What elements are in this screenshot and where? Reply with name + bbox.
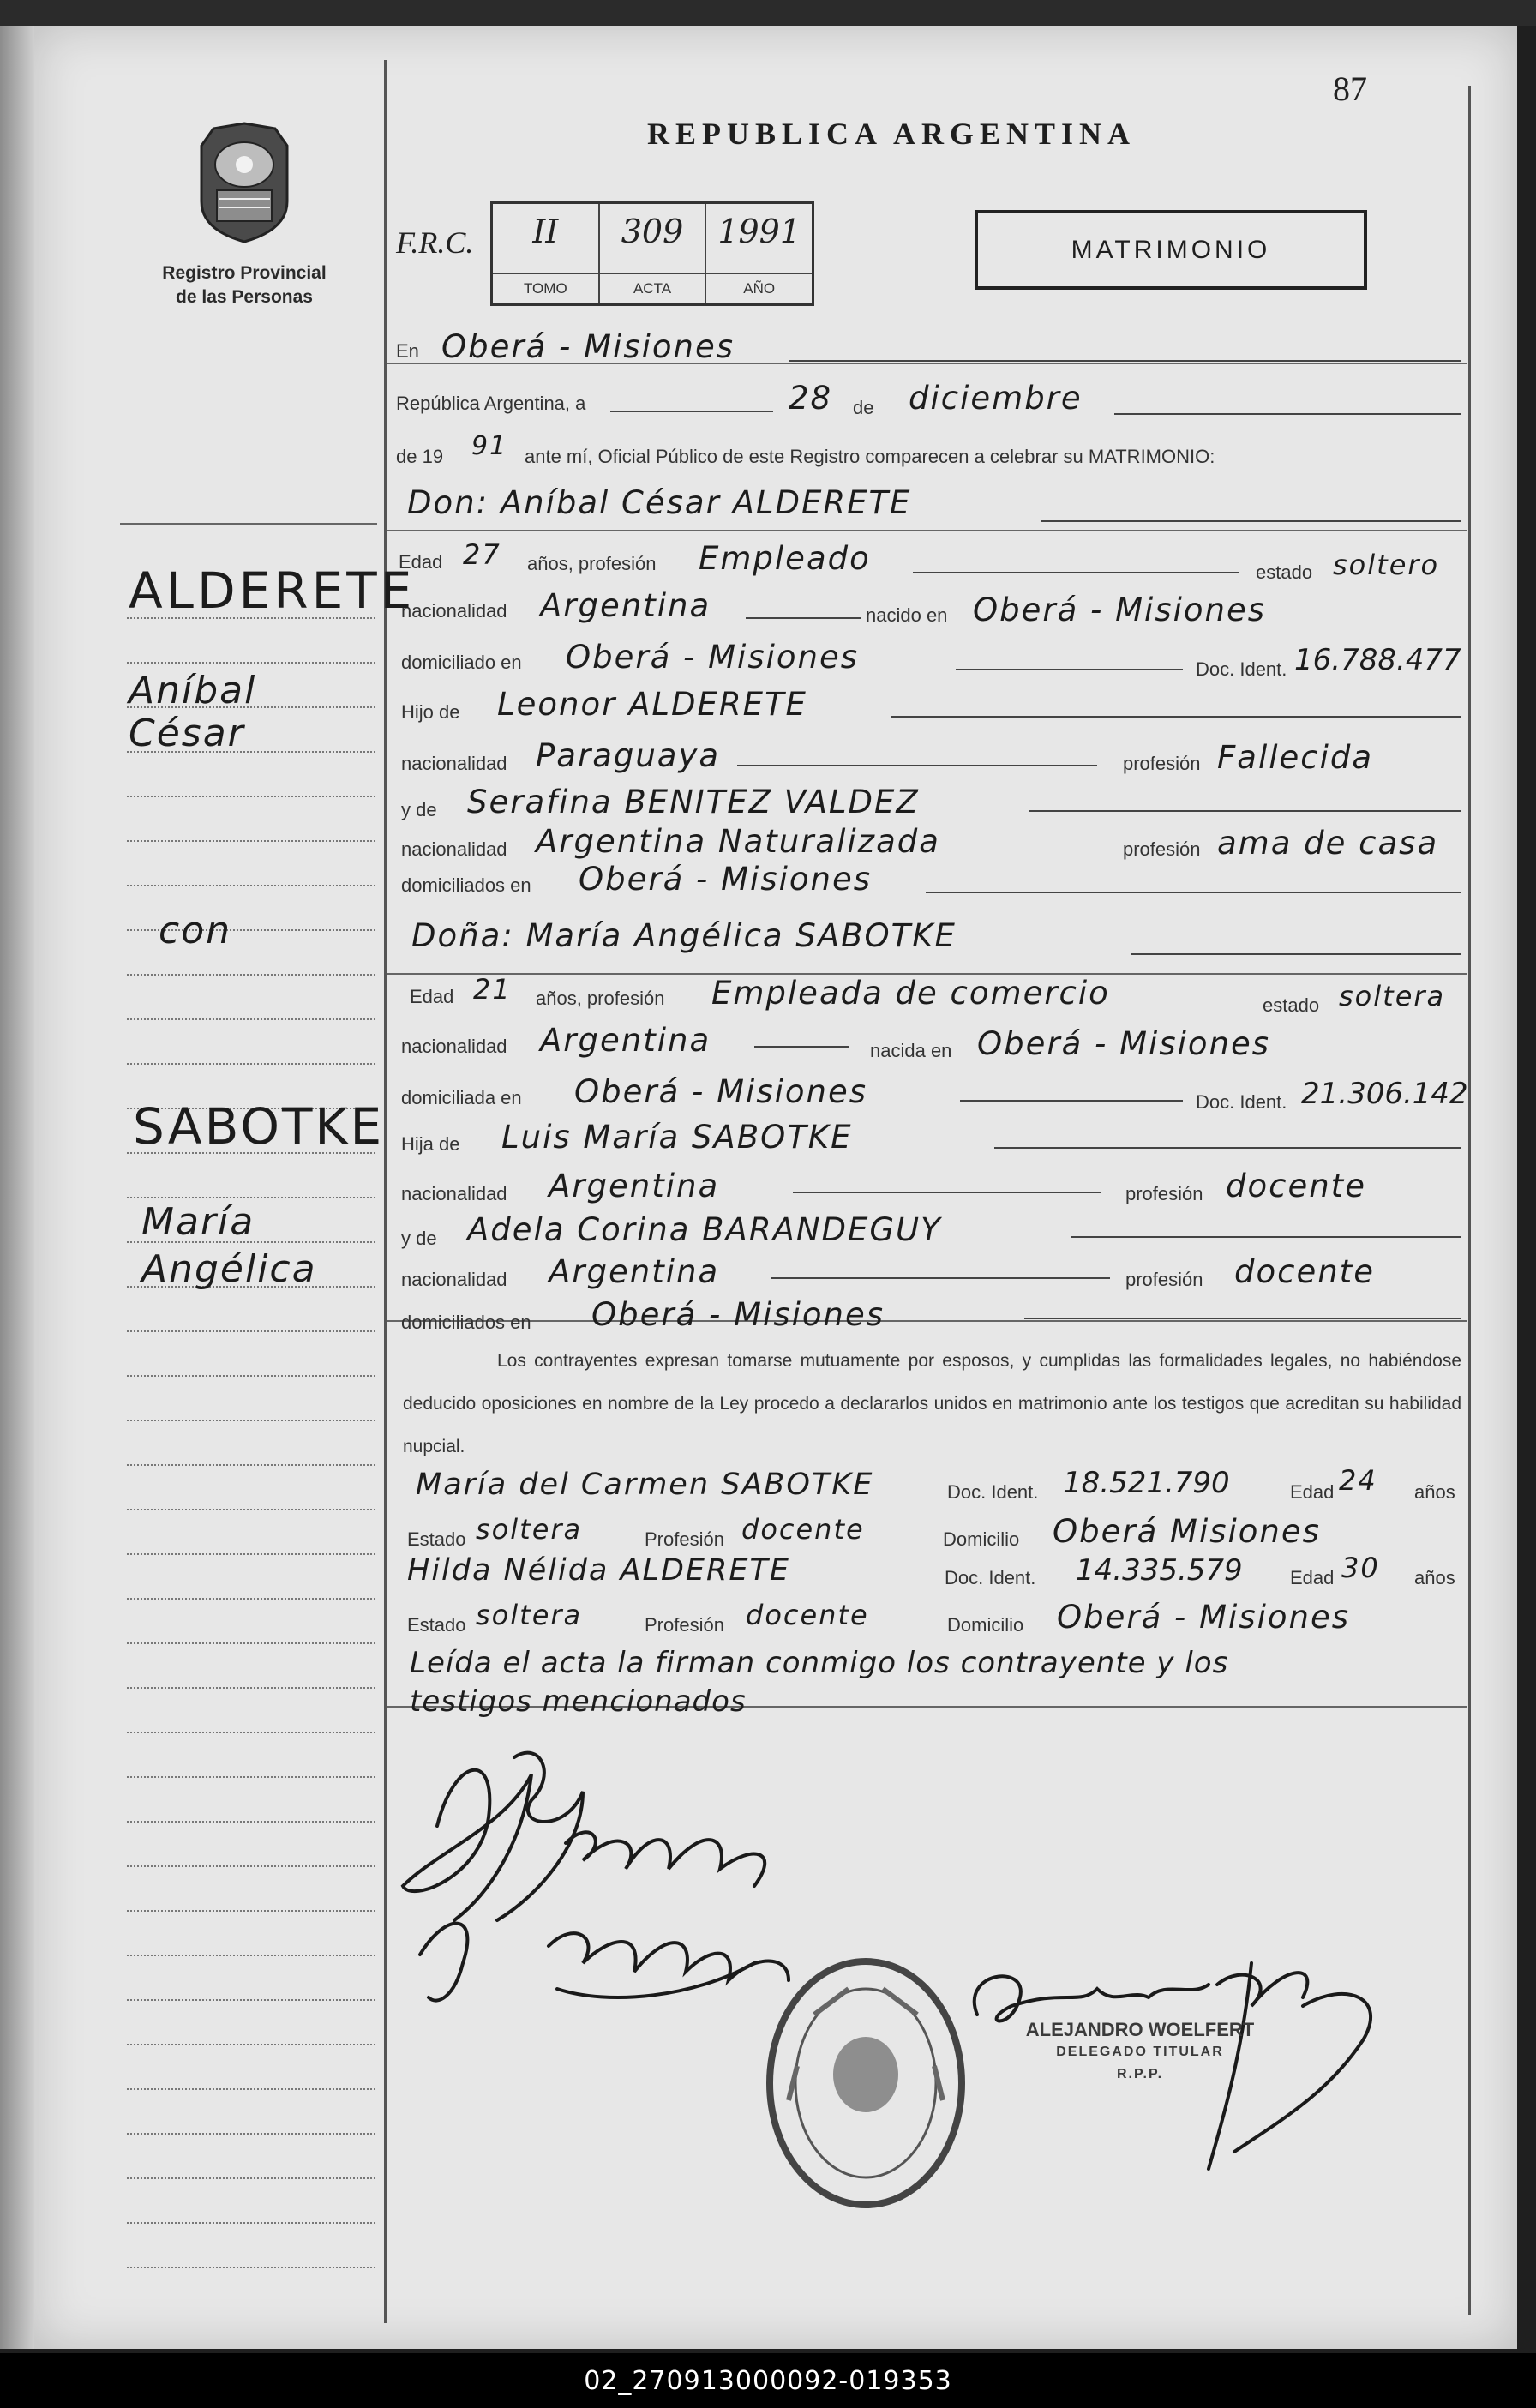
margin-dotted-line [127, 1018, 375, 1020]
fill-line [960, 1100, 1183, 1102]
groom-parents-dom-label: domiciliados en [401, 874, 531, 896]
bride-doc-label: Doc. Ident. [1196, 1091, 1287, 1113]
margin-bride-second: Angélica [141, 1247, 317, 1291]
groom-parents-domicile: Oberá - Misiones [579, 861, 873, 898]
fill-line [746, 617, 861, 619]
bride-dom-label: domiciliada en [401, 1087, 522, 1108]
fill-line [1024, 1318, 1461, 1319]
groom-age: 27 [463, 538, 501, 571]
witness-1-estado-label: Estado [407, 1528, 466, 1550]
witness-2-domicile: Oberá - Misiones [1057, 1599, 1351, 1636]
bride-father-prof-label: profesión [1125, 1183, 1203, 1204]
margin-dotted-line [127, 2267, 375, 2268]
official-name: ALEJANDRO WOELFERT [1025, 2019, 1255, 2040]
margin-dotted-line [127, 840, 375, 842]
bride-mother: Adela Corina BARANDEGUY [467, 1211, 942, 1248]
bride-parents-domicile: Oberá - Misiones [591, 1296, 885, 1333]
margin-dotted-line [127, 1955, 375, 1956]
tomo-cell [493, 204, 600, 303]
de-label: de [853, 397, 874, 418]
fill-line [737, 765, 1097, 766]
image-id: 02_270913000092-019353 [584, 2365, 952, 2396]
groom-rule [387, 530, 1467, 531]
groom-name: Don: Aníbal César ALDERETE [407, 484, 912, 521]
fill-line [754, 1046, 849, 1048]
fill-line [1071, 1236, 1461, 1238]
groom-status: soltero [1333, 549, 1440, 581]
groom-mother-prof-label: profesión [1123, 753, 1201, 774]
margin-groom-second: César [129, 712, 245, 755]
registry-line-2: de las Personas [176, 287, 313, 307]
bride-yde-label: y de [401, 1228, 437, 1249]
margin-dotted-line [127, 1865, 375, 1867]
tomo-value: II [532, 213, 559, 250]
scan-top-border [0, 0, 1536, 26]
witness-2-prof-label: Profesión [645, 1614, 724, 1636]
closing-line-1: Leída el acta la firman conmigo los contrayente y los [410, 1646, 1229, 1680]
en-label: En [396, 340, 419, 362]
witness-2-doc: 14.335.579 [1076, 1553, 1243, 1588]
tomo-caption: TOMO [493, 273, 598, 303]
margin-dotted-line [127, 1330, 375, 1332]
margin-dotted-line [127, 1197, 375, 1198]
fill-line [1029, 810, 1461, 812]
groom-nationality: Argentina [540, 587, 711, 624]
official-name-block [969, 2019, 1311, 2086]
image-id-bar [0, 2353, 1536, 2408]
margin-dotted-line [127, 1375, 375, 1377]
intro-day: 28 [789, 380, 833, 417]
witness-2-dom-label: Domicilio [947, 1614, 1024, 1636]
margin-dotted-line [127, 2222, 375, 2224]
declaration-paragraph [403, 1340, 1461, 1468]
republic-label: República Argentina, a [396, 393, 586, 414]
groom-father-prof-label: profesión [1123, 838, 1201, 860]
groom-anos-label: años, profesión [527, 553, 657, 574]
bride-profession: Empleada de comercio [711, 975, 1110, 1012]
fill-line [891, 716, 1461, 718]
year-prefix: de 19 [396, 446, 444, 467]
witness-2-edad-label: Edad [1290, 1567, 1335, 1588]
witness-1-doc: 18.521.790 [1063, 1466, 1230, 1500]
bride-mother-prof-label: profesión [1125, 1269, 1203, 1290]
bride-parents-dom-label: domiciliados en [401, 1312, 531, 1333]
groom-nacido-label: nacido en [866, 604, 948, 626]
witness-1-anos-label: años [1414, 1481, 1455, 1503]
witness-1-profession: docente [741, 1513, 865, 1546]
ano-value: 1991 [717, 213, 801, 250]
book-spine-edge [0, 26, 34, 2349]
page-number: 87 [1333, 69, 1367, 108]
bride-domicile: Oberá - Misiones [574, 1073, 868, 1110]
bride-father-nat-label: nacionalidad [401, 1183, 507, 1204]
margin-groom-first: Aníbal [129, 669, 257, 712]
margin-dotted-line [127, 2088, 375, 2090]
bride-estado-label: estado [1263, 994, 1320, 1016]
fill-line [956, 669, 1183, 670]
witness-1-age: 24 [1339, 1464, 1377, 1497]
witness-2-doc-label: Doc. Ident. [945, 1567, 1036, 1588]
fill-line [994, 1147, 1461, 1149]
bride-age: 21 [473, 973, 512, 1006]
declaration-rule [387, 1320, 1467, 1322]
groom-estado-label: estado [1256, 561, 1313, 583]
fill-line [789, 360, 1461, 362]
groom-father-profession: ama de casa [1217, 825, 1439, 862]
bride-name: Doña: María Angélica SABOTKE [411, 917, 957, 954]
witness-1-status: soltera [476, 1513, 583, 1546]
groom-mother-profession: Fallecida [1217, 739, 1374, 776]
groom-father-nationality: Argentina Naturalizada [536, 823, 940, 860]
bride-mother-nat-label: nacionalidad [401, 1269, 507, 1290]
fill-line [1114, 413, 1461, 415]
margin-dotted-line [127, 1509, 375, 1510]
frc-reference-table [490, 201, 814, 306]
bride-edad-label: Edad [410, 986, 454, 1007]
coat-of-arms-icon [193, 120, 296, 244]
ano-cell [706, 204, 812, 303]
margin-dotted-line [127, 974, 375, 976]
margin-con: con [159, 909, 231, 952]
bride-anos-label: años, profesión [536, 988, 665, 1009]
bride-mother-nationality: Argentina [549, 1253, 720, 1290]
bride-mother-profession: docente [1234, 1253, 1375, 1290]
registry-name [129, 261, 360, 309]
bride-nationality: Argentina [540, 1022, 711, 1059]
acta-caption: ACTA [600, 273, 705, 303]
margin-dotted-line [127, 1464, 375, 1466]
margin-bride-surname: SABOTKE [133, 1097, 385, 1156]
official-title: DELEGADO TITULAR [1056, 2045, 1224, 2059]
margin-dotted-line [127, 2133, 375, 2135]
fill-line [926, 892, 1461, 893]
margin-dotted-line [127, 1598, 375, 1600]
groom-profession: Empleado [699, 540, 871, 577]
margin-dotted-line [127, 1687, 375, 1689]
groom-mother-nationality: Paraguaya [536, 737, 721, 774]
groom-doc: 16.788.477 [1294, 643, 1461, 677]
margin-rule-right [1468, 86, 1471, 2315]
margin-groom-surname: ALDERETE [129, 561, 416, 620]
acta-cell [600, 204, 707, 303]
margin-dotted-line [127, 2044, 375, 2045]
margin-bride-first: María [141, 1200, 255, 1244]
groom-father-nat-label: nacionalidad [401, 838, 507, 860]
fill-line [793, 1192, 1101, 1193]
witness-2-estado-label: Estado [407, 1614, 466, 1636]
groom-yde-label: y de [401, 799, 437, 820]
groom-doc-label: Doc. Ident. [1196, 658, 1287, 680]
bride-status: soltera [1339, 980, 1446, 1012]
record-type-box: MATRIMONIO [975, 210, 1367, 290]
witness-1-name: María del Carmen SABOTKE [416, 1468, 874, 1502]
witness-2-age: 30 [1341, 1552, 1380, 1584]
fill-line [913, 572, 1239, 573]
witness-1-prof-label: Profesión [645, 1528, 724, 1550]
bride-hija-label: Hija de [401, 1133, 460, 1155]
margin-dotted-line [127, 662, 375, 664]
document-heading: REPUBLICA ARGENTINA [646, 117, 1137, 151]
intro-year: 91 [471, 431, 508, 461]
groom-hijo-label: Hijo de [401, 701, 460, 723]
witness-1-domicile: Oberá Misiones [1053, 1513, 1321, 1550]
fill-line [1131, 953, 1461, 955]
groom-edad-label: Edad [399, 551, 443, 573]
official-office: R.P.P. [1116, 2067, 1164, 2081]
witness-1-edad-label: Edad [1290, 1481, 1335, 1503]
intro-month: diciembre [909, 380, 1083, 417]
margin-dotted-line [127, 796, 375, 797]
bride-doc: 21.306.142 [1301, 1077, 1468, 1111]
margin-header-rule [120, 523, 377, 525]
bride-father-nationality: Argentina [549, 1168, 720, 1204]
bride-nacida-label: nacida en [870, 1040, 952, 1061]
groom-dom-label: domiciliado en [401, 652, 522, 673]
groom-domicile: Oberá - Misiones [566, 639, 860, 676]
margin-dotted-line [127, 1420, 375, 1421]
margin-dotted-line [127, 1776, 375, 1778]
margin-dotted-line [127, 2177, 375, 2179]
intro-place: Oberá - Misiones [441, 328, 735, 365]
fill-line [610, 411, 773, 412]
fill-line [771, 1277, 1110, 1279]
registry-line-1: Registro Provincial [162, 263, 327, 283]
margin-dotted-line [127, 1642, 375, 1644]
groom-mother-nat-label: nacionalidad [401, 753, 507, 774]
margin-dotted-line [127, 1821, 375, 1823]
margin-dotted-line [127, 1063, 375, 1065]
witness-2-profession: docente [746, 1599, 869, 1631]
margin-dotted-line [127, 1999, 375, 2001]
witness-2-anos-label: años [1414, 1567, 1455, 1588]
declaration-text: Los contrayentes expresan tomarse mutuamente por esposos, y cumplidas las formalidades legales, no habiéndose deducido oposiciones en nombre de la Ley procedo a declararlos unidos en matrimonio ante los testigos que acreditan su habilidad nupcial. [403, 1351, 1461, 1456]
fill-line [1041, 520, 1461, 522]
witness-1-dom-label: Domicilio [943, 1528, 1020, 1550]
groom-birthplace: Oberá - Misiones [973, 591, 1267, 628]
margin-dotted-line [127, 1553, 375, 1555]
bride-father: Luis María SABOTKE [501, 1119, 853, 1156]
frc-label: F.R.C. [396, 225, 474, 260]
margin-dotted-line [127, 1732, 375, 1733]
groom-father: Serafina BENITEZ VALDEZ [467, 784, 920, 820]
witness-2-status: soltera [476, 1599, 583, 1631]
appear-text: ante mí, Oficial Público de este Registro comparecen a celebrar su MATRIMONIO: [525, 446, 1215, 467]
official-seal-stamp [763, 1955, 969, 2212]
witness-1-doc-label: Doc. Ident. [947, 1481, 1039, 1503]
bride-father-profession: docente [1226, 1168, 1366, 1204]
ano-caption: AÑO [706, 273, 812, 303]
acta-value: 309 [621, 213, 684, 250]
closing-line-2: testigos mencionados [410, 1684, 747, 1719]
margin-dotted-line [127, 885, 375, 886]
margin-dotted-line [127, 1910, 375, 1912]
bride-nac-label: nacionalidad [401, 1036, 507, 1057]
groom-nac-label: nacionalidad [401, 600, 507, 622]
witness-2-name: Hilda Nélida ALDERETE [407, 1553, 790, 1588]
groom-mother: Leonor ALDERETE [497, 686, 807, 723]
bride-birthplace: Oberá - Misiones [977, 1025, 1271, 1062]
